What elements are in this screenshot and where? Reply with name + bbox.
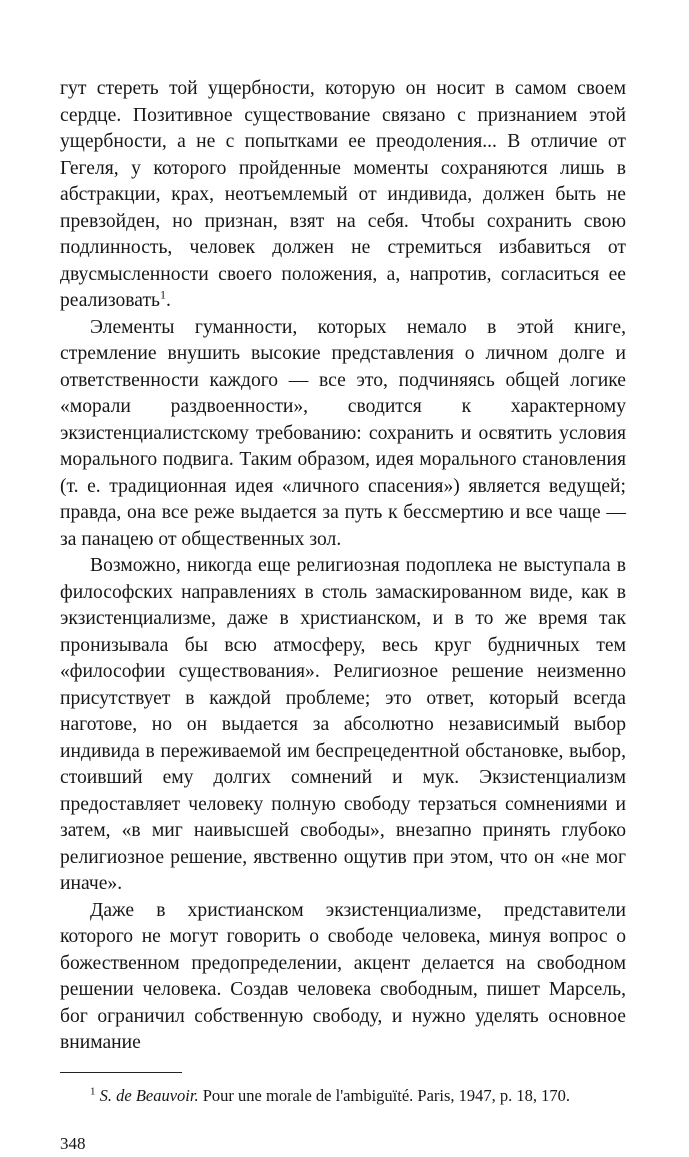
footnote-reference: 1 xyxy=(160,287,166,301)
book-page xyxy=(60,76,626,1157)
footnote-divider xyxy=(60,1072,182,1073)
paragraph-1-text: гут стереть той ущербности, которую он носит в самом своем сердце. Позитивное существование связано с признанием этой ущербности, а не с попытками ее преодоления... В отличие от Гегеля, у которого пройденные моменты сохраняются лишь в абстракции, крах, неотъемлемый от индивида, должен быть не превзойден, но признан, взят на себя. Чтобы сохранить свою подлинность, человек должен не стремиться избавиться от двусмысленности своего положения, а, напротив, согласиться ее реализовать xyxy=(60,78,626,311)
paragraph-1: гут стереть той ущербности, которую он носит в самом своем сердце. Позитивное существование связано с признанием этой ущербности, а не с попытками ее преодоления... В отличие от Гегеля, у которого пройденные моменты сохраняются лишь в абстракции, крах, неотъемлемый от индивида, должен быть не превзойден, но признан, взят на себя. Чтобы сохранить свою подлинность, человек должен не стремиться избавиться от двусмысленности своего положения, а, напротив, согласиться ее реализовать$^1$. xyxy=(60,76,626,315)
paragraph-4: Даже в христианском экзистенциализме, представители которого не могут говорить о свободе человека, минуя вопрос о божественном предопределении, акцент делается на свободном решении человека. Создав человека свободным, пишет Марсель, бог ограничил собственную свободу, и нужно уделять основное внимание xyxy=(60,898,626,1057)
footnote-number: 1 xyxy=(90,1085,96,1097)
page-number: 348 xyxy=(60,1131,626,1157)
paragraph-2: Элементы гуманности, которых немало в этой книге, стремление внушить высокие представления о личном долге и ответственности каждого — все это, подчиняясь общей логике «морали раздвоенности», сводится к характерному экзистенциалистскому требованию: сохранить и освятить условия морального подвига. Таким образом, идея морального становления (т. е. традиционная идея «личного спасения») является ведущей; правда, она все реже выдается за путь к бессмертию и все чаще — за панацею от общественных зол. xyxy=(60,315,626,554)
paragraph-3: Возможно, никогда еще религиозная подоплека не выступала в философских направлениях в столь замаскированном виде, как в экзистенциализме, даже в христианском, и в то же время так пронизывала бы всю атмосферу, весь круг будничных тем «философии существования». Религиозное решение неизменно присутствует в каждой проблеме; это ответ, который всегда наготове, но он выдается за абсолютно независимый выбор индивида в переживаемой им беспрецедентной обстановке, выбор, стоивший ему долгих сомнений и мук. Экзистенциализм предоставляет человеку полную свободу терзаться сомнениями и затем, «в миг наивысшей свободы», внезапно принять глубоко религиозное решение, явственно ощутив при этом, что он «не мог иначе». xyxy=(60,553,626,898)
footnote xyxy=(60,1085,626,1107)
footnote-text: Pour une morale de l'ambiguïté. Paris, 1947, p. 18, 170. xyxy=(203,1086,570,1105)
footnote-author: S. de Beauvoir. xyxy=(100,1086,199,1105)
